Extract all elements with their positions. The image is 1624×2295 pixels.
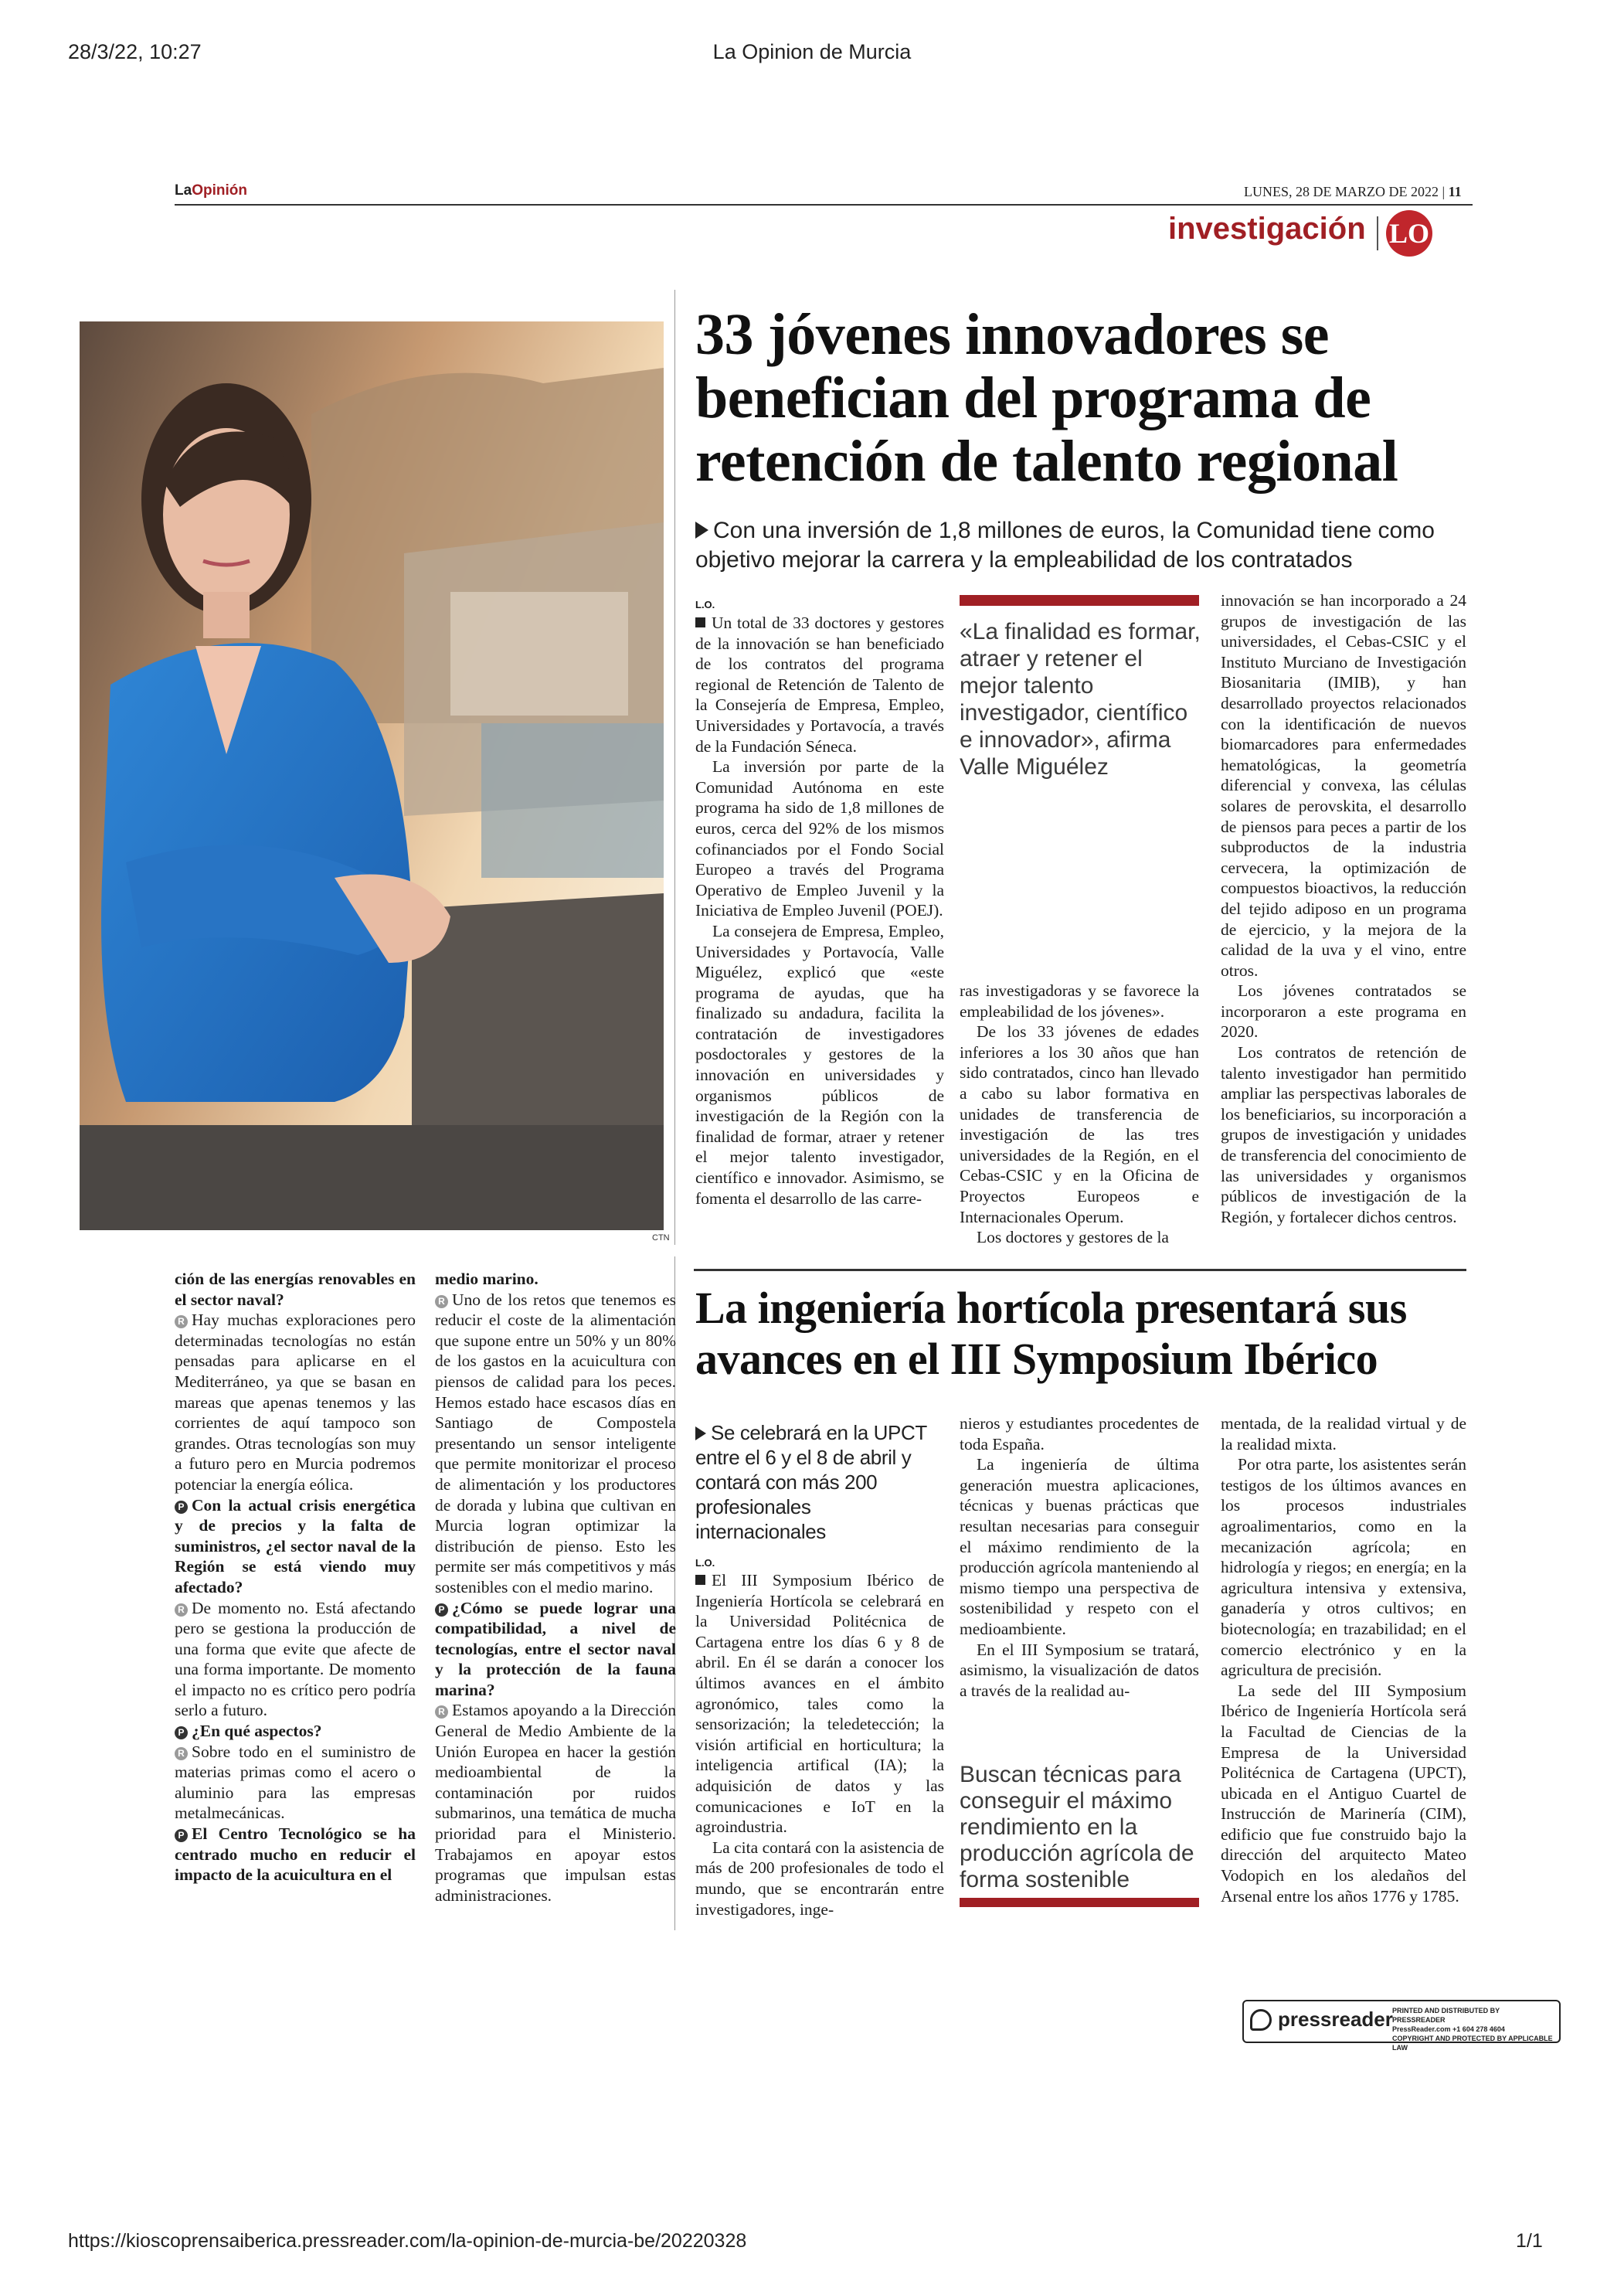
pullquote-bar [960,595,1199,606]
question-badge: P [435,1603,448,1617]
article2-column-3 [1221,1413,1466,1906]
pressreader-logo-icon [1250,2009,1272,2031]
page-date: LUNES, 28 DE MARZO DE 2022 | 11 [1244,184,1462,199]
interview-answer: Estamos apoyando a la Dirección General de Medio Ambiente de la Unión Europea en hacer la gestión medioambiental de la contaminación por ruidos submarinos, una temática de mucha prioridad para el Ministerio. Trabajamos en apoyar estos programas que impulsan estas administraciones. [435,1701,676,1905]
section-label: investigación [1168,212,1366,246]
subhead-line: Con una inversión de 1,8 millones de euros, la Comunidad tiene como [713,518,1435,543]
interview-answer: Hay muchas exploraciones pero determinadas tecnologías no están pensadas para aplicarse en el Mediterráneo, ya que se basan en mareas que apenas tenemos y las corrientes de aquí tampoco son grandes. Otras tecnologías son muy a futuro pero en Murcia podremos potenciar la energía eólica. [175,1311,416,1494]
article1-byline: L.O. [695,599,715,610]
column-rule [674,290,675,1245]
article-divider [694,1269,1466,1271]
paragraph: Los jóvenes contratados se incorporaron a este programa en 2020. [1221,981,1466,1042]
pressreader-notice [1392,2006,1554,2052]
headline-line: avances en el III Symposium Ibérico [695,1334,1378,1384]
date-text: LUNES, 28 DE MARZO DE 2022 [1244,184,1439,199]
interview-question: medio marino. [435,1270,539,1288]
paragraph: La cita contará con la asistencia de más de 200 profesionales de todo el mundo, que se encontrarán entre investigadores, inge- [695,1838,944,1919]
masthead-rule [175,204,1473,206]
question-badge: P [175,1829,188,1842]
interview-question: ¿En qué aspectos? [192,1722,322,1741]
notice-line: COPYRIGHT AND PROTECTED BY APPLICABLE LAW [1392,2035,1553,2052]
interview-answer: Sobre todo en el suministro de materias primas como el acero o aluminio para las empresas metalmecánicas. [175,1742,416,1823]
answer-badge: R [435,1295,448,1308]
logo-name: Opinión [192,182,247,199]
paragraph: El III Symposium Ibérico de Ingeniería Hortícola se celebrará en la Universidad Politécnica de Cartagena entre los días 6 y 8 de abril. En él se darán a conocer los últimos avances en el ámbito agronómico, tales como la sensorización; la teledetección; la visión artificial en horticultura; la inteligencia artifical (IA); la adquisición de datos y las comunicaciones e IoT en la agroindustria. [695,1571,944,1837]
headline-line: retención de talento regional [695,429,1398,494]
paragraph: mentada, de la realidad virtual y de la realidad mixta. [1221,1414,1466,1454]
logo-prefix: La [175,182,192,199]
page-number: 11 [1448,184,1462,199]
answer-badge: R [435,1705,448,1719]
paragraph: En el III Symposium se tratará, asimismo, la visualización de datos a través de la realidad au- [960,1640,1199,1700]
headline-line: 33 jóvenes innovadores se [695,302,1330,367]
answer-badge: R [175,1315,188,1328]
arrow-icon [695,522,708,539]
paragraph: nieros y estudiantes procedentes de toda España. [960,1414,1199,1454]
paragraph: Por otra parte, los asistentes serán testigos de los últimos avances en los procesos industriales agroalimentarios, como en la mecanización agrícola; en hidrología y riegos; en energía; en la agricultura intensiva y extensiva, ganadería y otros cultivos; en biotecnología; en trazabilidad; en el comercio electrónico y en la agricultura de precisión. [1221,1455,1466,1680]
square-bullet-icon [695,617,705,627]
article1-column-1 [695,613,944,1209]
article2-column-2 [960,1413,1199,1701]
interview-question: ¿Cómo se puede lograr una compatibilidad, a nivel de tecnologías, entre el sector naval y la protección de la fauna marina? [435,1598,676,1699]
article1-headline [695,303,1476,493]
portrait-photo [80,321,664,1230]
paragraph: ras investigadoras y se favorece la empleabilidad de los jóvenes». [960,981,1199,1021]
headline-line: La ingeniería hortícola presentará sus [695,1283,1407,1333]
article1-subhead [695,516,1499,575]
pullquote-bar [960,1898,1199,1907]
article2-byline: L.O. [695,1557,715,1569]
question-badge: P [175,1726,188,1739]
article1-column-2 [960,981,1199,1248]
section-divider [1377,216,1378,250]
article2-subhead [695,1420,941,1544]
paragraph: Los contratos de retención de talento investigador han permitido ampliar las perspectivas laborales de los beneficiarios, su incorporación a grupos de investigación y unidades de transferencia del conocimiento de las universidades y organismos públicos de investigación de la Región, y fortalecer dichos centros. [1221,1043,1466,1226]
article2-pullquote: Buscan técnicas para conseguir el máximo rendimiento en la producción agrícola de forma sostenible [960,1762,1194,1892]
square-bullet-icon [695,1575,705,1585]
subhead-text: Se celebrará en la UPCT entre el 6 y el 8 de abril y contará con más 200 profesionales internacionales [695,1421,927,1543]
headline-line: benefician del programa de [695,366,1371,430]
answer-badge: R [175,1603,188,1617]
question-badge: P [175,1501,188,1514]
print-page-count: 1/1 [1516,2230,1543,2252]
print-title: La Opinion de Murcia [712,40,912,63]
paragraph: Los doctores y gestores de la [977,1228,1169,1247]
article1-column-3 [1221,590,1466,1227]
interview-answer: De momento no. Está afectando pero se gestiona la producción de una forma que evite que afecte de una forma importante. De momento el impacto no es crítico pero podría serlo a futuro. [175,1598,416,1720]
lo-badge: LO [1386,210,1432,257]
article1-pullquote: «La finalidad es formar, atraer y retener el mejor talento investigador, científico e innovador», afirma Valle Miguélez [960,619,1201,780]
pressreader-brand: pressreader [1278,2008,1393,2031]
interview-column-1 [175,1269,416,1885]
newspaper-logo [175,182,247,199]
article2-headline [695,1283,1476,1385]
paragraph: Un total de 33 doctores y gestores de la innovación se han beneficiado de los contratos del programa regional de Retención de Talento de la Consejería de Empresa, Empleo, Universidades y Portavocía, a través de la Fundación Séneca. [695,614,944,756]
interview-question: ción de las energías renovables en el sector naval? [175,1270,416,1309]
paragraph: La consejera de Empresa, Empleo, Universidades y Portavocía, Valle Miguélez, explicó que «este programa de ayudas, que ha finalizado su andadura, facilita la contratación de investigadores posdoctorales y gestores de la innovación en universidades y organismos públicos de investigación de la Región con la finalidad de formar, atraer y retener el mejor talento investigador, científico e innovador. Asimismo, se fomenta el desarrollo de las carre- [695,921,944,1208]
pressreader-stamp [1242,2000,1561,2052]
answer-badge: R [175,1747,188,1760]
interview-question: El Centro Tecnológico se ha centrado mucho en reducir el impacto de la acuicultura en el [175,1824,416,1885]
print-datetime: 28/3/22, 10:27 [68,40,202,63]
arrow-icon [695,1426,706,1440]
paragraph: innovación se han incorporado a 24 grupos de investigación de las universidades, el Cebas-CSIC y el Instituto Murciano de Investigación Biosanitaria (IMIB), y han desarrollado proyectos relacionados con la identificación de nuevos biomarcadores para enfermedades hematológicas, la geometría diferencial y convexa, las células solares de perovskita, el desarrollo de piensos para peces a partir de los subproductos de la industria cervecera, la optimización de compuestos bioactivos, la reducción del tejido adiposo en un programa de ejercicio, y la mejora de la calidad de la uva y el vino, entre otros. [1221,591,1466,980]
paragraph: De los 33 jóvenes de edades inferiores a los 30 años que han sido contratados, cinco han llevado a cabo su labor formativa en unidades de transferencia de investigación de las tres universidades de la Región, en el Cebas-CSIC y en la Oficina de Proyectos Europeos e Internacionales Operum. [960,1022,1199,1226]
paragraph: La sede del III Symposium Ibérico de Ingeniería Hortícola será la Facultad de Ciencias de la Empresa de la Universidad Politécnica de Cartagena (UPCT), ubicada en el Antiguo Cuartel de Instrucción de Marinería (CIM), edificio que fue construido bajo la dirección del arquitecto Mateo Vodopich en los aledaños del Arsenal entre los años 1776 y 1785. [1221,1681,1466,1906]
subhead-line: objetivo mejorar la carrera y la empleabilidad de los contratados [695,547,1353,573]
paragraph: La ingeniería de última generación muestra aplicaciones, técnicas y buenas prácticas que resultan necesarias para conseguir el máximo rendimiento de la producción agrícola manteniendo al mismo tiempo una perspectiva de sostenibilidad y respeto con el medioambiente. [960,1455,1199,1638]
notice-line: PRINTED AND DISTRIBUTED BY PRESSREADER [1392,2007,1500,2024]
interview-column-2 [435,1269,676,1906]
interview-answer: Uno de los retos que tenemos es reducir el coste de la alimentación que supone entre un 50% y un 80% de los gastos en la acuicultura con piensos de calidad para los peces. Hemos estado hace escasos días en Santiago de Compostela presentando un sensor inteligente que permite monitorizar el proceso de alimentación y los productores de dorada y lubina que cultivan en Murcia logran optimizar la distribución de pienso. Esto les permite ser más competitivos y más sostenibles con el medio marino. [435,1290,676,1596]
interview-question: Con la actual crisis energética y de precios y la falta de suministros, ¿el sector naval de la Región se está viendo muy afectado? [175,1495,416,1596]
photo-credit: CTN [652,1233,670,1243]
paragraph: La inversión por parte de la Comunidad Autónoma en este programa ha sido de 1,8 millones de euros, cerca del 92% de los mismos cofinanciados por el Fondo Social Europeo a través del Programa Operativo de Empleo Juvenil y la Iniciativa de Empleo Juvenil (POEJ). [695,757,944,920]
notice-line: PressReader.com +1 604 278 4604 [1392,2025,1505,2033]
article2-column-1 [695,1570,944,1919]
portrait-illustration [80,321,664,1230]
print-url[interactable]: https://kioscoprensaiberica.pressreader.com/la-opinion-de-murcia-be/20220328 [68,2230,747,2252]
